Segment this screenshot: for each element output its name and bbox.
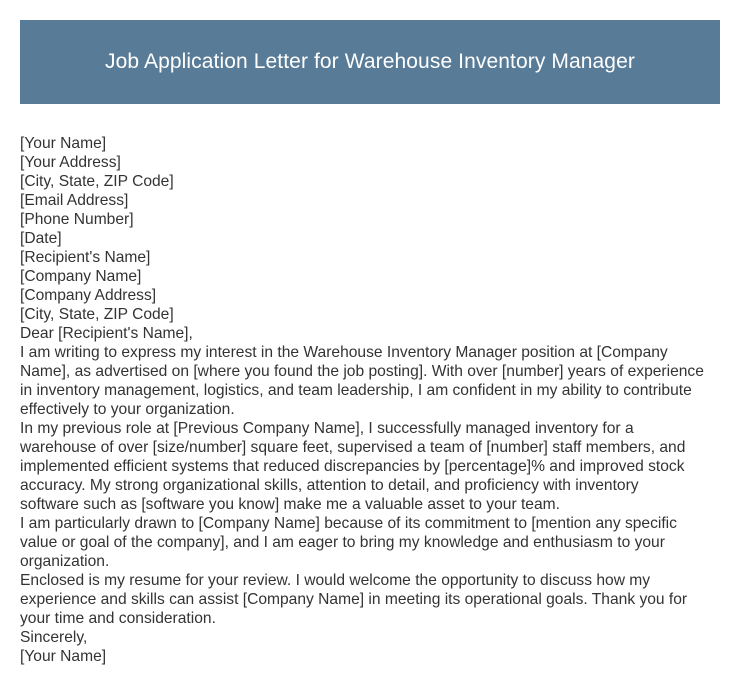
paragraph-closing (20, 571, 720, 628)
paragraph-introduction (20, 343, 720, 419)
paragraph-line: in inventory management, logistics, and team leadership, I am confident in my ability to contribute (20, 382, 692, 399)
paragraph-line: value or goal of the company], and I am eager to bring my knowledge and enthusiasm to your (20, 534, 665, 551)
paragraph-line: implemented efficient systems that reduced discrepancies by [percentage]% and improved stock (20, 458, 685, 475)
recipient-name: [Recipient's Name] (20, 249, 151, 266)
salutation: Dear [Recipient's Name], (20, 325, 193, 342)
recipient-block (20, 248, 720, 324)
paragraph-line: organization. (20, 553, 110, 570)
sender-block (20, 134, 720, 248)
paragraph-line: Name], as advertised on [where you found the job posting]. With over [number] years of experience (20, 363, 704, 380)
recipient-company: [Company Name] (20, 268, 142, 285)
sender-name: [Your Name] (20, 135, 107, 152)
paragraph-motivation (20, 514, 720, 571)
signature: [Your Name] (20, 648, 107, 665)
letter-body (20, 134, 720, 666)
sender-email: [Email Address] (20, 192, 129, 209)
paragraph-line: accuracy. My strong organizational skills, attention to detail, and proficiency with inventory (20, 477, 639, 494)
paragraph-line: I am particularly drawn to [Company Name] because of its commitment to [mention any specific (20, 515, 677, 532)
sender-address: [Your Address] (20, 154, 121, 171)
paragraph-experience (20, 419, 720, 514)
paragraph-line: In my previous role at [Previous Company Name], I successfully managed inventory for a (20, 420, 634, 437)
paragraph-line: Enclosed is my resume for your review. I would welcome the opportunity to discuss how my (20, 572, 651, 589)
paragraph-line: your time and consideration. (20, 610, 216, 627)
paragraph-line: I am writing to express my interest in the Warehouse Inventory Manager position at [Company (20, 344, 668, 361)
paragraph-line: effectively to your organization. (20, 401, 235, 418)
page-title: Job Application Letter for Warehouse Inventory Manager (105, 50, 635, 73)
letter-date: [Date] (20, 230, 62, 247)
recipient-company-address: [Company Address] (20, 287, 157, 304)
sender-city-state-zip: [City, State, ZIP Code] (20, 173, 174, 190)
closing: Sincerely, (20, 629, 88, 646)
paragraph-line: warehouse of over [size/number] square feet, supervised a team of [number] staff members, and (20, 439, 686, 456)
recipient-city-state-zip: [City, State, ZIP Code] (20, 306, 174, 323)
page-header (20, 20, 720, 104)
sender-phone: [Phone Number] (20, 211, 134, 228)
paragraph-line: experience and skills can assist [Company Name] in meeting its operational goals. Thank you for (20, 591, 688, 608)
paragraph-line: software such as [software you know] make me a valuable asset to your team. (20, 496, 560, 513)
